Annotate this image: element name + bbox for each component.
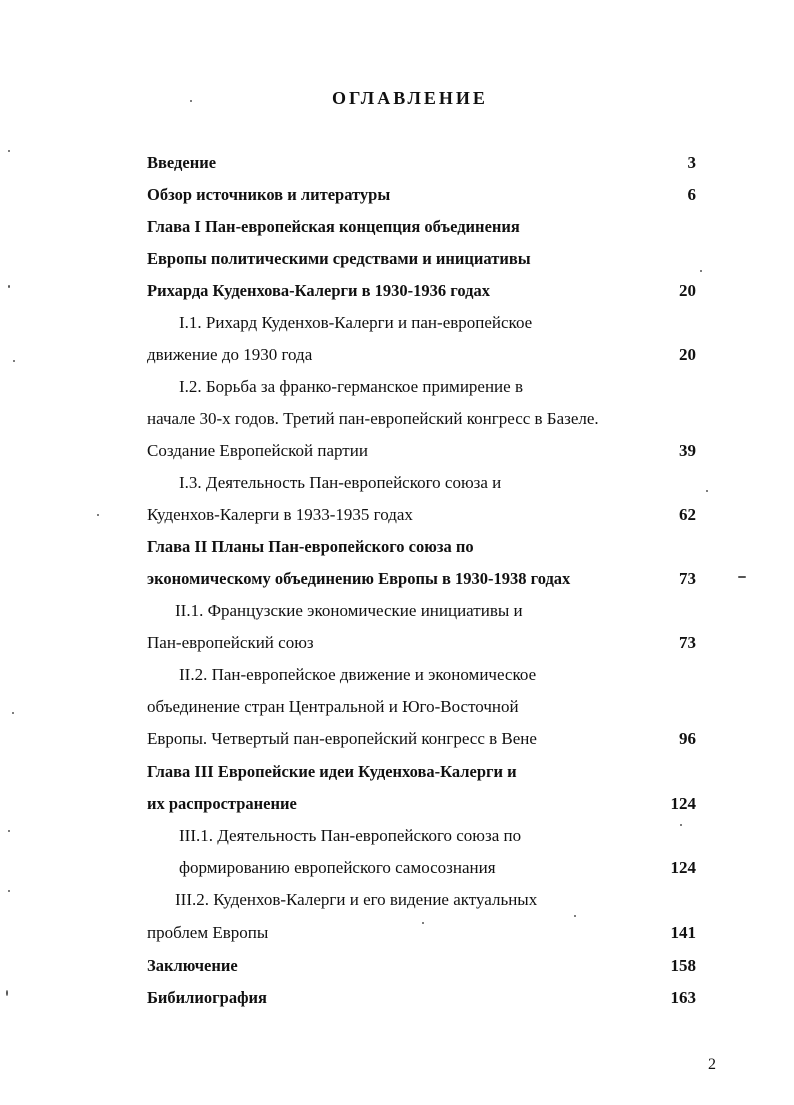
toc-entry-page: 6	[687, 185, 696, 204]
toc-entry-section-3-1-cont	[0, 856, 794, 880]
toc-entry-page: 163	[670, 988, 696, 1007]
toc-entry-chapter-1-cont	[0, 247, 794, 271]
toc-entry-text: Создание Европейской партии	[147, 441, 368, 460]
toc-entry-text: Европы политическими средствами и инициативы	[147, 249, 531, 268]
toc-entry-section-3-2-cont	[0, 921, 794, 945]
toc-entry-text: проблем Европы	[147, 923, 269, 942]
toc-entry-page: 62	[679, 505, 696, 524]
toc-entry-chapter-1	[0, 215, 794, 239]
toc-entry-chapter-1-end	[0, 279, 794, 303]
scan-speck	[8, 890, 10, 892]
toc-entry-sources-review	[0, 183, 794, 207]
toc-entry-page: 39	[679, 441, 696, 460]
toc-entry-text: II.1. Французские экономические инициативы и	[175, 601, 523, 620]
toc-entry-section-2-2-cont	[0, 695, 794, 719]
scan-speck	[706, 490, 708, 492]
page-title: ОГЛАВЛЕНИЕ	[332, 88, 488, 108]
toc-entry-section-1-2-end	[0, 439, 794, 463]
toc-entry-page: 124	[670, 794, 696, 813]
toc-entry-chapter-2	[0, 535, 794, 559]
toc-entry-text: III.2. Куденхов-Калерги и его видение актуальных	[175, 890, 538, 909]
toc-entry-conclusion	[0, 954, 794, 978]
page-number: 2	[708, 1056, 716, 1073]
scan-speck	[700, 270, 702, 272]
scan-speck	[6, 990, 8, 996]
toc-entry-bibliography	[0, 986, 794, 1010]
toc-entry-section-2-1-cont	[0, 631, 794, 655]
toc-entry-introduction	[0, 151, 794, 175]
toc-entry-section-1-1	[0, 311, 794, 335]
toc-entry-text: Глава III Европейские идеи Куденхова-Калерги и	[147, 762, 517, 781]
toc-entry-section-1-2-cont	[0, 407, 794, 431]
toc-entry-page: 73	[679, 633, 696, 652]
toc-entry-text: III.1. Деятельность Пан-европейского союза по	[179, 826, 522, 845]
toc-entry-page: 96	[679, 729, 696, 748]
toc-entry-text: Пан-европейский союз	[147, 633, 314, 652]
toc-entry-page: 3	[687, 153, 696, 172]
toc-entry-text: II.2. Пан-европейское движение и экономическое	[179, 665, 537, 684]
scan-speck	[13, 360, 15, 362]
toc-entry-text: Куденхов-Калерги в 1933-1935 годах	[147, 505, 413, 524]
toc-entry-text: движение до 1930 года	[147, 345, 313, 364]
toc-entry-section-2-2	[0, 663, 794, 687]
toc-entry-text: объединение стран Центральной и Юго-Восточной	[147, 697, 519, 716]
scan-speck	[680, 824, 682, 826]
toc-entry-text: Европы. Четвертый пан-европейский конгресс в Вене	[147, 729, 537, 748]
toc-entry-section-2-2-end	[0, 727, 794, 751]
toc-entry-section-2-1	[0, 599, 794, 623]
scan-speck	[422, 922, 424, 924]
toc-entry-page: 141	[670, 923, 696, 942]
toc-entry-section-1-3-cont	[0, 503, 794, 527]
toc-entry-page: 73	[679, 569, 696, 588]
toc-entry-text: начале 30-х годов. Третий пан-европейский конгресс в Базеле.	[147, 409, 599, 428]
toc-entry-section-3-1	[0, 824, 794, 848]
toc-entry-section-1-2	[0, 375, 794, 399]
scan-speck	[97, 514, 99, 516]
toc-entry-page: 124	[670, 858, 696, 877]
toc-entry-text: Введение	[147, 153, 217, 172]
toc-entry-text: экономическому объединению Европы в 1930-1938 годах	[147, 569, 571, 588]
toc-entry-page: 20	[679, 281, 696, 300]
toc-entry-text: их распространение	[147, 794, 297, 813]
toc-entry-chapter-3	[0, 760, 794, 784]
toc-entry-text: Бибилиография	[147, 988, 267, 1007]
scan-speck	[738, 576, 746, 578]
scan-speck	[190, 100, 192, 102]
toc-entry-page: 158	[670, 956, 696, 975]
scan-speck	[574, 915, 576, 917]
toc-entry-text: Обзор источников и литературы	[147, 185, 391, 204]
toc-entry-page: 20	[679, 345, 696, 364]
toc-entry-chapter-2-cont	[0, 567, 794, 591]
toc-entry-text: Заключение	[147, 956, 238, 975]
toc-entry-chapter-3-cont	[0, 792, 794, 816]
scan-speck	[12, 712, 14, 714]
toc-entry-section-3-2	[0, 888, 794, 912]
scan-speck	[8, 830, 10, 832]
toc-entry-section-1-3	[0, 471, 794, 495]
toc-entry-text: Глава I Пан-европейская концепция объединения	[147, 217, 520, 236]
toc-entry-text: I.3. Деятельность Пан-европейского союза и	[179, 473, 502, 492]
toc-entry-text: Рихарда Куденхова-Калерги в 1930-1936 годах	[147, 281, 490, 300]
toc-entry-text: I.2. Борьба за франко-германское примирение в	[179, 377, 523, 396]
scan-speck	[8, 285, 10, 288]
scan-speck	[8, 150, 10, 152]
toc-entry-text: I.1. Рихард Куденхов-Калерги и пан-европейское	[179, 313, 533, 332]
toc-entry-text: формированию европейского самосознания	[179, 858, 496, 877]
toc-entry-text: Глава II Планы Пан-европейского союза по	[147, 537, 474, 556]
toc-entry-section-1-1-cont	[0, 343, 794, 367]
